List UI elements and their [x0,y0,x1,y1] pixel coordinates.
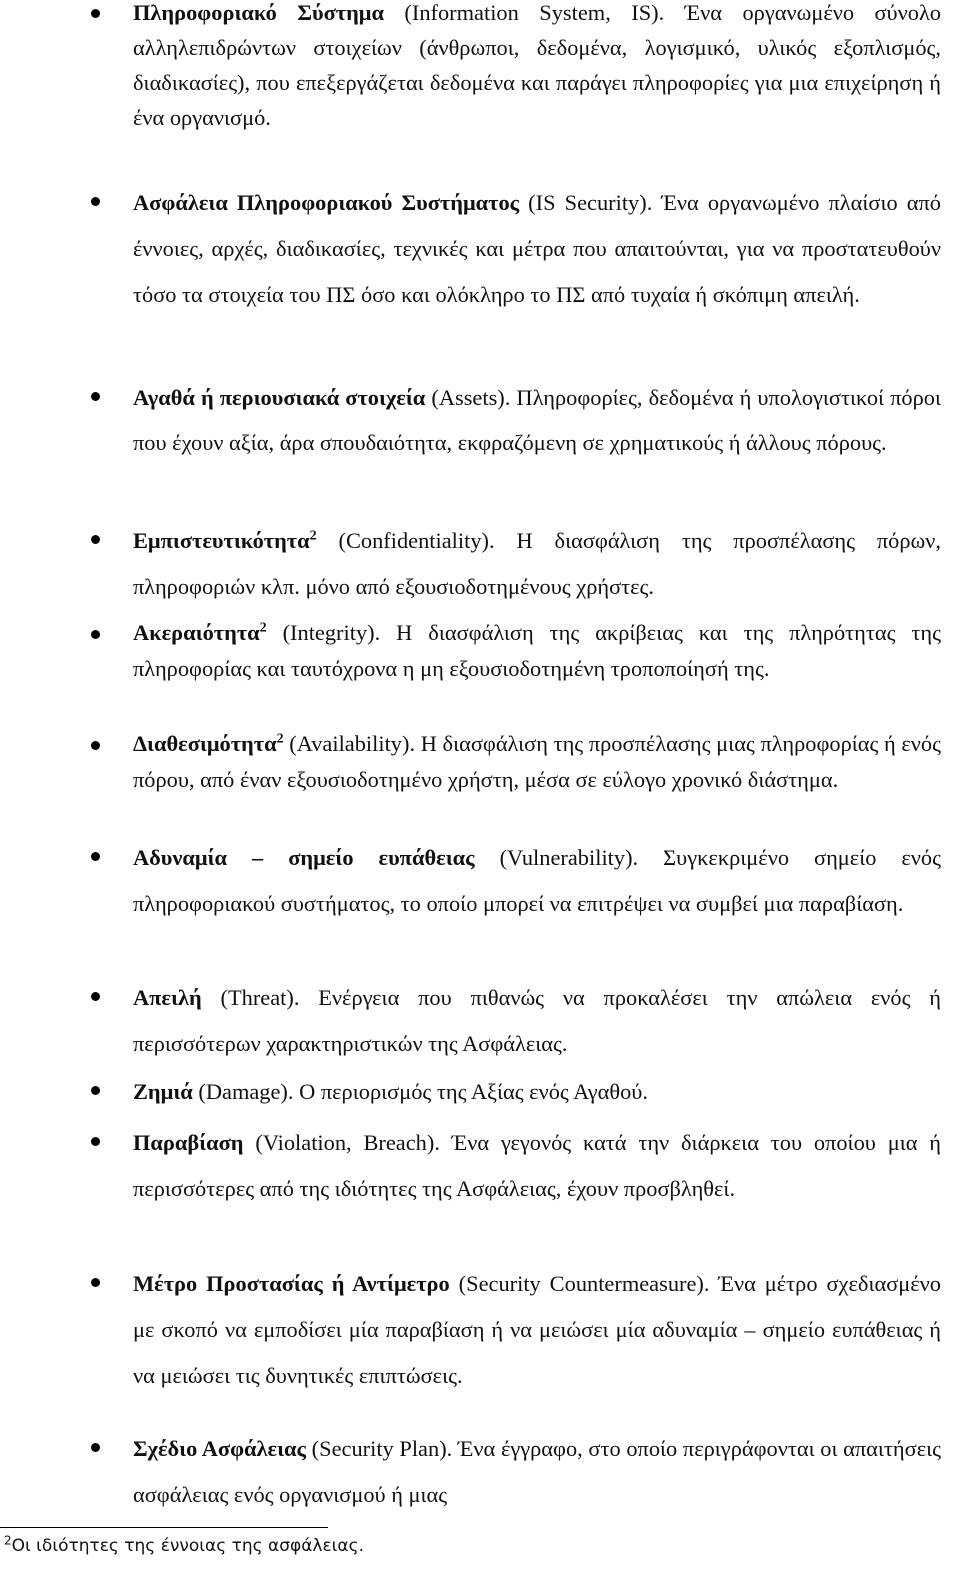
entry-text [133,835,941,927]
bullet-icon [91,392,100,401]
entry-definition: (Vulnerability). Συγκεκριμένο σημείο ενός πληροφοριακού συστήματος, το οποίο μπορεί να επιτρέψει να συμβεί μια παραβίαση. [133,845,941,916]
bullet-icon [91,992,100,1001]
entry-definition: (Information System, IS). Ένα οργανωμένο σύνολο αλληλεπιδρώντων στοιχείων (άνθρωποι, δεδομένα, λογισμικό, υλικός εξοπλισμός, διαδικασίες), που επεξεργάζεται δεδομένα και παράγει πληροφορίες για μια επιχείρηση ή ένα οργανισμό. [133,0,942,130]
entry-term: Διαθεσιμότητα [133,731,277,756]
entry-term: Μέτρο Προστασίας ή Αντίμετρο [133,1271,450,1296]
footnote [4,1535,364,1557]
entry-text [133,975,941,1067]
entry-text [133,726,941,798]
entry-term: Παραβίαση [133,1130,244,1155]
entry-text [133,180,941,318]
bullet-icon [91,9,100,18]
entry-definition: (Damage). Ο περιορισμός της Αξίας ενός Αγαθού. [192,1079,648,1104]
footnote-ref: 2 [259,620,267,636]
bullet-icon [91,197,100,206]
entry-term: Ακεραιότητα [133,620,260,645]
entry-term: Απειλή [133,985,202,1010]
entry-definition: (Violation, Breach). Ένα γεγονός κατά την διάρκεια του οποίου μια ή περισσότερες από της ιδιότητες της Ασφάλειας, έχουν προσβληθεί. [133,1130,941,1201]
entry-definition: (Availability). Η διασφάλιση της προσπέλασης μιας πληροφορίας ή ενός πόρου, από έναν εξουσιοδοτημένο χρήστη, μέσα σε εύλογο χρονικό διάστημα. [133,731,941,792]
entry-definition: (Assets). Πληροφορίες, δεδομένα ή υπολογιστικοί πόροι που έχουν αξία, άρα σπουδαιότητα, εκφραζόμενη σε χρηματικούς ή άλλους πόρους. [133,385,941,455]
entry-term: Ασφάλεια Πληροφοριακού Συστήματος [133,190,520,215]
bullet-icon [91,1278,100,1287]
entry-definition: (IS Security). Ένα οργανωμένο πλαίσιο από έννοιες, αρχές, διαδικασίες, τεχνικές και μέτρα που απαιτούνται, για να προστατευθούν τόσο τα στοιχεία του ΠΣ όσο και ολόκληρο το ΠΣ από τυχαία ή σκόπιμη απειλή. [133,190,941,307]
entry-text [133,1069,941,1115]
entry-text [133,1426,941,1518]
entry-definition: (Threat). Ενέργεια που πιθανώς να προκαλέσει την απώλεια ενός ή περισσότερων χαρακτηριστικών της Ασφάλειας. [133,985,941,1056]
bullet-icon [91,1137,100,1146]
entry-definition: (Integrity). Η διασφάλιση της ακρίβειας και της πληρότητας της πληροφορίας και ταυτόχρονα η μη εξουσιοδοτημένη τροποποίησή της. [133,620,941,681]
entry-term: Εμπιστευτικότητα [133,528,310,553]
bullet-icon [91,741,100,750]
entry-term: Πληροφοριακό Σύστημα [133,0,384,25]
entry-definition: (Security Countermeasure). Ένα μέτρο σχεδιασμένο με σκοπό να εμποδίσει μία παραβίαση ή να μειώσει μία αδυναμία – σημείο ευπάθειας ή να μειώσει τις δυνητικές επιπτώσεις. [133,1271,941,1388]
entry-text [133,1261,941,1399]
entry-term: Αγαθά ή περιουσιακά στοιχεία [133,385,426,410]
entry-text [133,518,941,610]
entry-definition: (Security Plan). Ένα έγγραφο, στο οποίο περιγράφονται οι απαιτήσεις ασφάλειας ενός οργανισμού ή μιας [133,1436,941,1507]
entry-text [133,0,941,135]
footnote-ref: 2 [276,731,284,747]
entry-definition: (Confidentiality). Η διασφάλιση της προσπέλασης πόρων, πληροφοριών κλπ. μόνο από εξουσιοδοτημένους χρήστες. [133,528,941,599]
entry-term: Αδυναμία – σημείο ευπάθειας [133,845,475,870]
footnote-ref: 2 [309,528,317,544]
bullet-icon [91,1443,100,1452]
footnote-separator [0,1527,328,1528]
bullet-icon [91,535,100,544]
entry-term: Σχέδιο Ασφάλειας [133,1436,306,1461]
footnote-mark: 2 [4,1533,12,1548]
bullet-icon [91,630,100,639]
footnote-text: Οι ιδιότητες της έννοιας της ασφάλειας. [11,1536,364,1556]
bullet-icon [91,1086,100,1095]
entry-text [133,615,941,687]
bullet-icon [91,852,100,861]
entry-text [133,1120,941,1212]
entry-term: Ζημιά [133,1079,193,1104]
entry-text [133,375,941,465]
